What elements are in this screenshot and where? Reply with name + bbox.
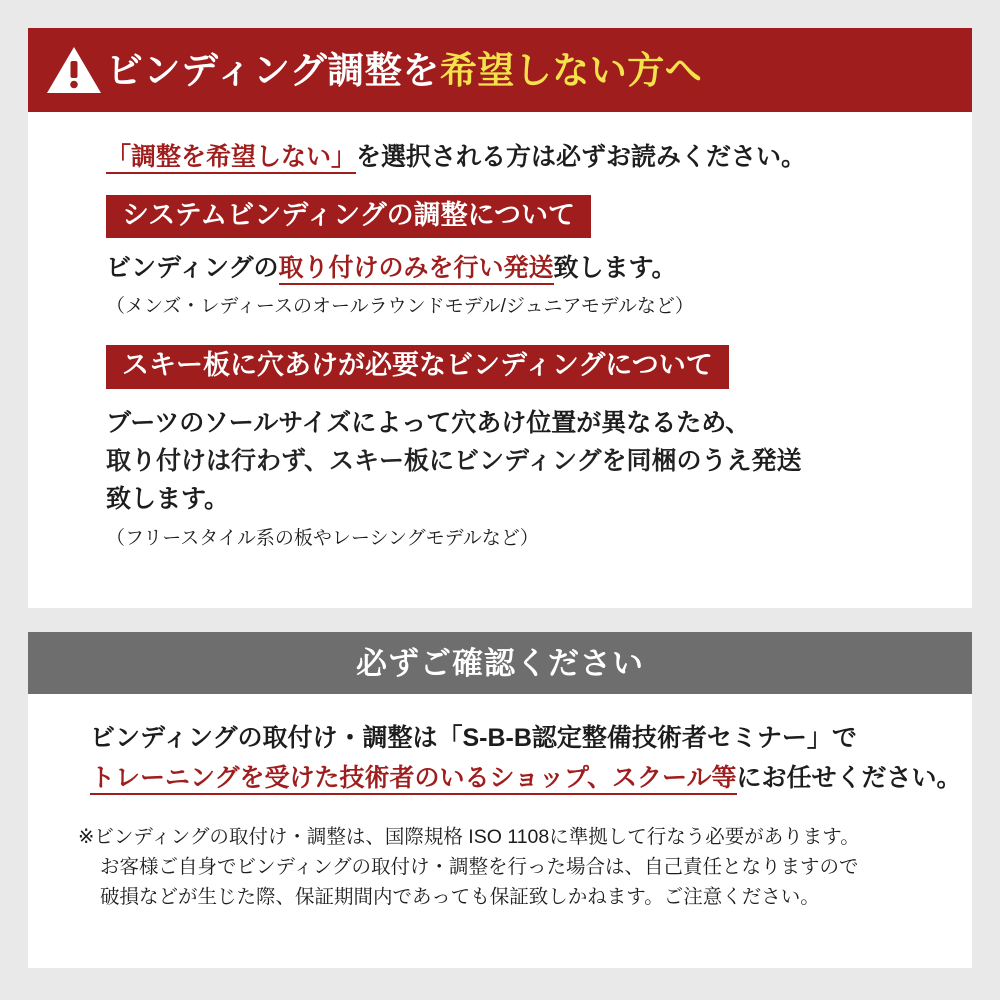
section-note-system-binding: （メンズ・レディースのオールラウンドモデル/ジュニアモデルなど） xyxy=(106,295,694,317)
warning-banner-title xyxy=(106,49,703,91)
confirm-line-2-post: にお任せください。 xyxy=(736,763,962,792)
warning-triangle-icon xyxy=(46,45,102,95)
confirm-note-1: ※ビンディングの取付け・調整は、国際規格 ISO 1108に準拠して行なう必要があります。 xyxy=(78,825,860,848)
section-paragraph-system-binding xyxy=(106,252,942,285)
confirm-line-2 xyxy=(90,762,962,796)
para-pre: ビンディングの xyxy=(106,254,279,283)
binding-adjustment-card xyxy=(28,28,972,608)
warning-banner xyxy=(28,28,972,112)
confirm-card-body xyxy=(28,694,972,922)
confirm-line-1: ビンディングの取付け・調整は「S-B-B認定整備技術者セミナー」で xyxy=(90,724,857,752)
section-heading-drilling-required: スキー板に穴あけが必要なビンディングについて xyxy=(106,345,729,388)
drilling-line-3: 致します。 xyxy=(106,485,230,514)
confirm-notes xyxy=(78,822,938,913)
confirm-note-2: お客様ご自身でビンディングの取付け・調整を行った場合は、自己責任となりますので xyxy=(100,855,859,878)
card-body xyxy=(28,112,972,562)
confirm-note-3: 破損などが生じた際、保証期間内であっても保証致しかねます。ご注意ください。 xyxy=(100,885,820,908)
lead-text xyxy=(106,142,942,173)
section-note-drilling-required: （フリースタイル系の板やレーシングモデルなど） xyxy=(106,528,539,550)
drilling-line-1: ブーツのソールサイズによって穴あけ位置が異なるため、 xyxy=(106,408,751,437)
please-confirm-card xyxy=(28,632,972,968)
banner-text-plain: ビンディング調整を xyxy=(106,49,440,91)
confirm-banner-title: 必ずご確認ください xyxy=(356,645,644,681)
drilling-line-2-post: のうえ発送 xyxy=(676,446,802,475)
confirm-line-2-underlined: トレーニングを受けた技術者のいるショップ、スクール等 xyxy=(90,764,737,795)
para-underlined: 取り付けのみを行い発送 xyxy=(279,254,554,285)
lead-underlined: 「調整を希望しない」 xyxy=(106,143,356,174)
lead-rest: を選択される方は必ずお読みください。 xyxy=(356,143,807,171)
confirm-banner xyxy=(28,632,972,694)
drilling-line-2 xyxy=(106,443,942,479)
section-system-binding xyxy=(58,195,942,319)
drilling-line-2-underlined: 取り付けは行わず、スキー板にビンディングを同梱 xyxy=(106,446,677,475)
para-post: 致します。 xyxy=(553,254,677,283)
banner-text-highlight: 希望しない方へ xyxy=(439,49,703,91)
section-heading-system-binding: システムビンディングの調整について xyxy=(106,195,591,238)
section-drilling-required xyxy=(58,345,942,551)
